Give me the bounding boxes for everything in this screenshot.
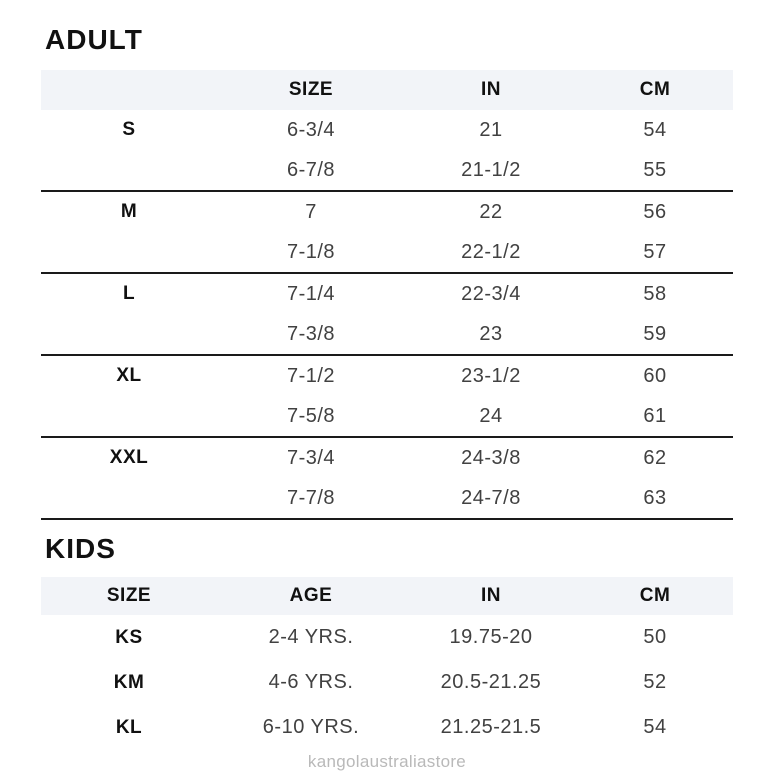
size-label-cell: L (122, 283, 136, 304)
table-row (41, 232, 733, 272)
table-row (41, 478, 733, 518)
cm-cell: 54 (643, 118, 667, 141)
adult-size-group-s (41, 110, 733, 192)
table-row (41, 438, 733, 478)
cm-cell: 57 (643, 240, 667, 263)
size-cell: 7-5/8 (286, 404, 336, 427)
table-row (41, 615, 733, 660)
in-cell: 22-1/2 (461, 240, 521, 263)
size-label-cell: XL (116, 365, 142, 386)
size-cell: 6-7/8 (286, 158, 336, 181)
adult-size-group-m (41, 192, 733, 274)
cm-cell: 58 (643, 282, 667, 305)
cm-cell: 60 (643, 364, 667, 387)
age-cell: 4-6 YRS. (268, 671, 354, 693)
table-row (41, 705, 733, 750)
in-cell: 21-1/2 (461, 158, 521, 181)
adult-size-group-xl (41, 356, 733, 438)
adult-size-table (41, 70, 733, 520)
in-cell: 19.75-20 (449, 626, 533, 648)
table-row (41, 192, 733, 232)
in-cell: 22 (479, 200, 503, 223)
kids-header-age: AGE (289, 585, 333, 606)
kids-header-cm: CM (639, 585, 671, 606)
table-row (41, 314, 733, 354)
cm-cell: 55 (643, 158, 667, 181)
cm-cell: 50 (643, 626, 667, 648)
table-row (41, 396, 733, 436)
kids-header-size: SIZE (106, 585, 152, 606)
table-row (41, 274, 733, 314)
kids-table-header-row (41, 577, 733, 615)
in-cell: 24 (479, 404, 503, 427)
table-row (41, 110, 733, 150)
in-cell: 23-1/2 (461, 364, 521, 387)
adult-size-group-l (41, 274, 733, 356)
size-label-cell: S (122, 119, 136, 140)
cm-cell: 54 (643, 716, 667, 738)
table-row (41, 660, 733, 705)
cm-cell: 59 (643, 322, 667, 345)
cm-cell: 62 (643, 446, 667, 469)
table-row (41, 150, 733, 190)
size-cell: 7-3/4 (286, 446, 336, 469)
in-cell: 21.25-21.5 (440, 716, 542, 738)
cm-cell: 63 (643, 486, 667, 509)
in-cell: 24-7/8 (461, 486, 521, 509)
kids-header-in: IN (481, 585, 501, 606)
in-cell: 22-3/4 (461, 282, 521, 305)
size-cell: 6-3/4 (286, 118, 336, 141)
size-cell: 7-1/2 (286, 364, 336, 387)
adult-header-size: SIZE (288, 79, 334, 100)
adult-size-group-xxl (41, 438, 733, 520)
size-cell: 7-1/8 (286, 240, 336, 263)
size-cell: 7-7/8 (286, 486, 336, 509)
adult-header-cm: CM (639, 79, 671, 100)
in-cell: 23 (479, 322, 503, 345)
size-label-cell: KS (115, 626, 143, 648)
cm-cell: 61 (643, 404, 667, 427)
table-row (41, 356, 733, 396)
watermark: kangolaustraliastore (307, 752, 467, 771)
in-cell: 21 (479, 118, 503, 141)
kids-section-title: KIDS (45, 533, 116, 564)
size-cell: 7-3/8 (286, 322, 336, 345)
size-label-cell: KM (113, 671, 145, 693)
adult-table-header-row (41, 70, 733, 110)
in-cell: 24-3/8 (461, 446, 521, 469)
age-cell: 6-10 YRS. (262, 716, 360, 738)
size-cell: 7 (305, 200, 317, 223)
size-label-cell: M (120, 201, 138, 222)
cm-cell: 56 (643, 200, 667, 223)
size-label-cell: XXL (109, 447, 149, 468)
kids-size-table (41, 577, 733, 750)
size-label-cell: KL (115, 716, 143, 738)
adult-header-in: IN (481, 79, 501, 100)
size-cell: 7-1/4 (286, 282, 336, 305)
cm-cell: 52 (643, 671, 667, 693)
adult-section-title: ADULT (45, 24, 143, 55)
age-cell: 2-4 YRS. (268, 626, 354, 648)
in-cell: 20.5-21.25 (440, 671, 542, 693)
